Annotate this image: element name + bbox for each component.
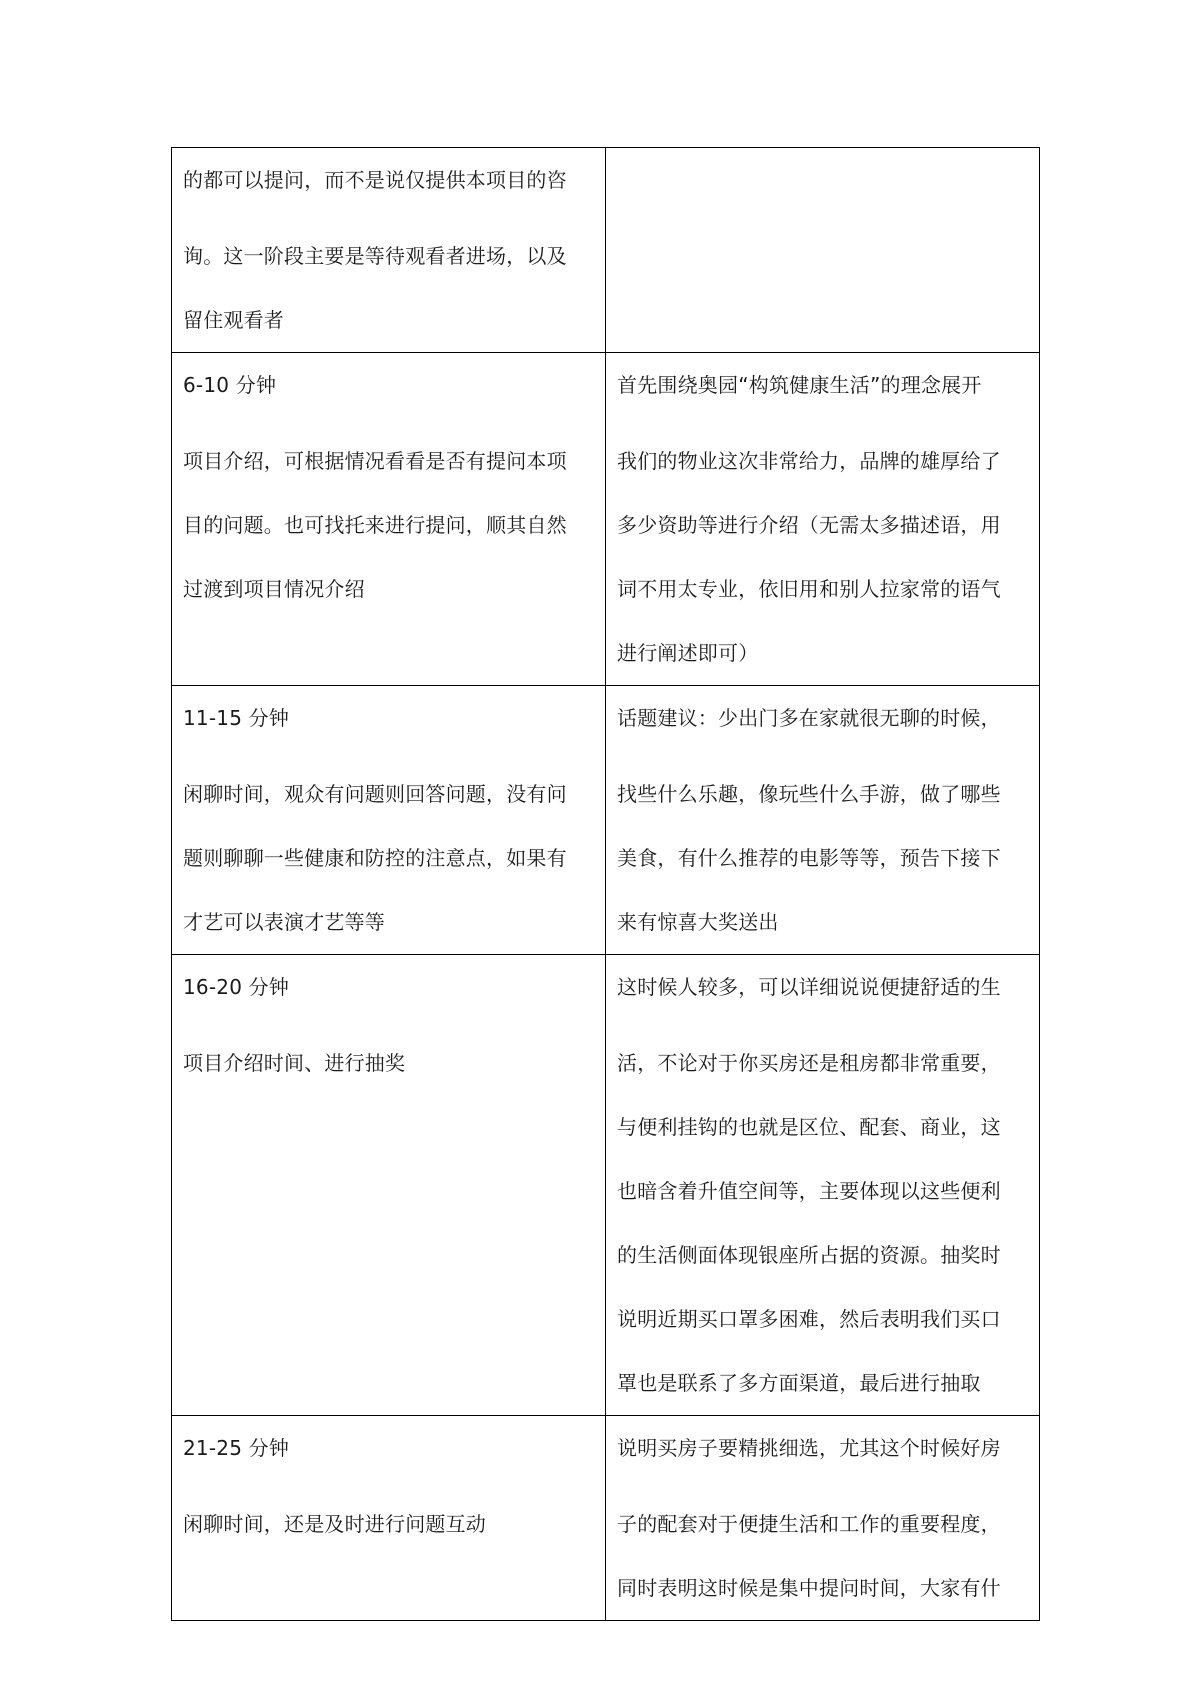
cell-text-line: 闲聊时间，还是及时进行问题互动 bbox=[183, 1512, 486, 1536]
cell-text-line: 词不用太专业，依旧用和别人拉家常的语气 bbox=[617, 577, 1001, 601]
cell-text-line: 说明买房子要精挑细选，尤其这个时候好房 bbox=[617, 1436, 1001, 1460]
table-row bbox=[172, 1416, 1040, 1621]
time-range-label: 11-15 分钟 bbox=[183, 706, 290, 730]
cell-text-line: 项目介绍时间、进行抽奖 bbox=[183, 1051, 406, 1075]
time-description-cell bbox=[172, 1416, 606, 1621]
time-range-label: 6-10 分钟 bbox=[183, 373, 277, 397]
cell-text-line: 进行阐述即可） bbox=[617, 641, 759, 665]
table-row bbox=[172, 148, 1040, 353]
table-row bbox=[172, 955, 1040, 1416]
cell-text-line: 这时候人较多，可以详细说说便捷舒适的生 bbox=[617, 975, 1001, 999]
table-row bbox=[172, 353, 1040, 686]
talking-points-cell bbox=[606, 1416, 1040, 1621]
cell-text-line: 活，不论对于你买房还是租房都非常重要， bbox=[617, 1051, 1001, 1075]
cell-text-line: 子的配套对于便捷生活和工作的重要程度， bbox=[617, 1512, 1001, 1536]
cell-text-line: 与便利挂钩的也就是区位、配套、商业，这 bbox=[617, 1115, 1001, 1139]
talking-points-cell bbox=[606, 686, 1040, 955]
cell-text-line: 才艺可以表演才艺等等 bbox=[183, 910, 385, 934]
cell-text-line: 美食，有什么推荐的电影等等，预告下接下 bbox=[617, 846, 1001, 870]
cell-text-line: 过渡到项目情况介绍 bbox=[183, 577, 365, 601]
time-range-label: 16-20 分钟 bbox=[183, 975, 290, 999]
cell-text-line: 罩也是联系了多方面渠道，最后进行抽取 bbox=[617, 1371, 981, 1395]
talking-points-cell bbox=[606, 955, 1040, 1416]
cell-text-line: 目的问题。也可找托来进行提问，顺其自然 bbox=[183, 513, 567, 537]
cell-text-line: 首先围绕奥园“构筑健康生活”的理念展开 bbox=[617, 373, 982, 397]
cell-text-line: 我们的物业这次非常给力，品牌的雄厚给了 bbox=[617, 449, 1001, 473]
cell-text-line: 询。这一阶段主要是等待观看者进场，以及 bbox=[183, 244, 567, 268]
time-description-cell bbox=[172, 353, 606, 686]
time-description-cell bbox=[172, 686, 606, 955]
cell-text-line: 闲聊时间，观众有问题则回答问题，没有问 bbox=[183, 782, 567, 806]
cell-text-line: 说明近期买口罩多困难，然后表明我们买口 bbox=[617, 1307, 1001, 1331]
cell-text-line: 找些什么乐趣，像玩些什么手游，做了哪些 bbox=[617, 782, 1001, 806]
cell-text-line: 多少资助等进行介绍（无需太多描述语，用 bbox=[617, 513, 1001, 537]
time-range-label: 21-25 分钟 bbox=[183, 1436, 290, 1460]
cell-text-line: 项目介绍，可根据情况看看是否有提问本项 bbox=[183, 449, 567, 473]
cell-text-line: 题则聊聊一些健康和防控的注意点，如果有 bbox=[183, 846, 567, 870]
talking-points-cell bbox=[606, 148, 1040, 353]
time-description-cell bbox=[172, 148, 606, 353]
cell-text-line: 来有惊喜大奖送出 bbox=[617, 910, 779, 934]
cell-text-line: 同时表明这时候是集中提问时间，大家有什 bbox=[617, 1576, 1001, 1600]
cell-text-line: 留住观看者 bbox=[183, 308, 284, 332]
cell-text-line: 的都可以提问，而不是说仅提供本项目的咨 bbox=[183, 168, 567, 192]
schedule-table bbox=[171, 147, 1040, 1621]
time-description-cell bbox=[172, 955, 606, 1416]
cell-text-line: 话题建议：少出门多在家就很无聊的时候， bbox=[617, 706, 1001, 730]
table-row bbox=[172, 686, 1040, 955]
cell-text-line: 也暗含着升值空间等，主要体现以这些便利 bbox=[617, 1179, 1001, 1203]
talking-points-cell bbox=[606, 353, 1040, 686]
cell-text-line: 的生活侧面体现银座所占据的资源。抽奖时 bbox=[617, 1243, 1001, 1267]
